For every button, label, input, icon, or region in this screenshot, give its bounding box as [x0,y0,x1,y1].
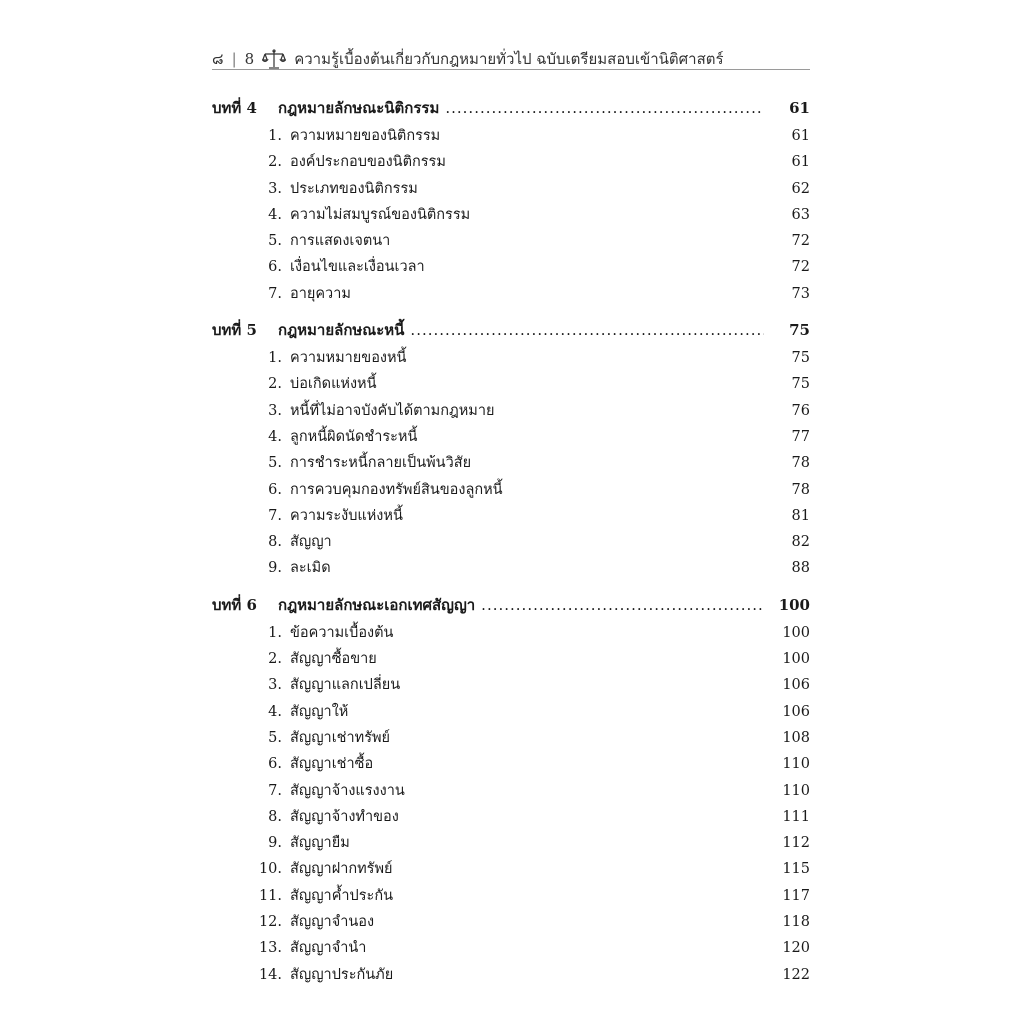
toc-item [212,399,810,425]
toc-item-page-number: 111 [782,808,810,825]
chapter-title: กฎหมายลักษณะนิติกรรม [278,99,440,117]
toc-item-title: ความหมายของนิติกรรม [290,128,441,144]
toc-item-page-number: 112 [782,835,810,852]
toc-item-title: ความหมายของหนี้ [290,350,407,367]
toc-item-title: สัญญาจำนอง [290,914,375,931]
toc-item-number: 5. [268,233,282,250]
leader-dots [481,596,764,614]
leader-dots [445,99,764,117]
toc-item-page-number: 106 [782,677,810,694]
toc-item [212,556,810,582]
chapter-heading-row [212,96,810,124]
toc-item [212,177,810,203]
toc-item-number: 9. [268,835,282,852]
toc-item-title: ความไม่สมบูรณ์ของนิติกรรม [290,206,471,223]
chapter-label: บทที่ 5 [212,321,257,340]
toc-item-title: บ่อเกิดแห่งหนี้ [290,376,377,393]
toc-item-title: สัญญาจ้างแรงงาน [290,782,405,799]
toc-item-page-number: 82 [791,534,810,551]
toc-item [212,700,810,726]
toc-item-page-number: 76 [791,402,810,419]
toc-item [212,372,810,398]
toc-item-number: 3. [268,402,282,419]
toc-item-page-number: 120 [782,940,810,957]
chapter-page-number: 75 [789,321,810,340]
page-number-thai: ๘ [212,50,224,68]
toc-item [212,282,810,308]
toc-item-page-number: 81 [791,507,810,524]
header-title: ความรู้เบื้องต้นเกี่ยวกับกฎหมายทั่วไป ฉบับเตรียมสอบเข้านิติศาสตร์ [294,50,724,68]
toc-item [212,203,810,229]
toc-item [212,425,810,451]
chapter-page-number: 61 [789,99,810,117]
toc-item [212,857,810,883]
toc-item-title: ความระงับแห่งหนี้ [290,507,403,524]
toc-item [212,124,810,150]
toc-item [212,530,810,556]
chapter-section [212,318,810,583]
toc-item-page-number: 118 [782,914,810,931]
leader-dots [410,321,764,339]
toc-item-title: สัญญาเช่าทรัพย์ [290,729,391,746]
toc-item-title: สัญญาให้ [290,703,349,720]
toc-item [212,647,810,673]
toc-item-number: 3. [268,180,282,197]
toc-item-number: 8. [268,534,282,551]
toc-item [212,150,810,176]
toc-item-title: เงื่อนไขและเงื่อนเวลา [290,259,425,276]
toc-item-page-number: 61 [791,154,810,171]
toc-item-number: 4. [268,428,282,445]
toc-item-number: 9. [268,560,282,577]
scales-of-justice-icon [262,49,286,69]
toc-item [212,726,810,752]
toc-item-number: 10. [258,861,282,878]
toc-item-title: ข้อความเบื้องต้น [290,624,394,641]
toc-item-title: สัญญาจ้างทำของ [290,808,399,825]
toc-item-number: 4. [268,703,282,720]
toc-item-title: สัญญาเช่าซื้อ [290,756,374,773]
toc-item-title: สัญญาซื้อขาย [290,651,377,668]
toc-item [212,673,810,699]
toc-item [212,752,810,778]
chapter-section [212,593,810,989]
toc-item-title: การแสดงเจตนา [290,233,391,250]
toc-item-page-number: 77 [791,428,810,445]
toc-item-number: 8. [268,808,282,825]
toc-item-page-number: 106 [782,703,810,720]
toc-item-title: สัญญาค้ำประกัน [290,887,394,904]
header-rule [212,69,810,70]
toc-item-title: ประเภทของนิติกรรม [290,180,418,197]
toc-item [212,621,810,647]
toc-item [212,255,810,281]
toc-item-number: 3. [268,677,282,694]
toc-item-title: สัญญา [290,534,332,551]
toc-item-title: อายุความ [290,285,351,302]
chapter-label: บทที่ 6 [212,595,257,614]
toc-item-title: สัญญาฝากทรัพย์ [290,861,393,878]
toc-item-number: 1. [268,624,282,641]
toc-item-number: 6. [268,481,282,498]
toc-item-number: 12. [258,914,282,931]
toc-item-number: 13. [258,940,282,957]
toc-item-page-number: 61 [791,128,810,144]
toc-item-number: 2. [268,154,282,171]
toc-item-number: 2. [268,651,282,668]
chapter-section [212,96,810,308]
toc-item [212,451,810,477]
toc-item-title: สัญญาจำนำ [290,940,367,957]
toc-item [212,779,810,805]
toc-item-page-number: 115 [782,861,810,878]
toc-item-page-number: 110 [782,782,810,799]
toc-item [212,346,810,372]
toc-item-number: 4. [268,206,282,223]
toc-item-page-number: 63 [791,206,810,223]
toc-item-page-number: 122 [782,966,810,983]
chapter-title: กฎหมายลักษณะหนี้ [278,321,405,340]
toc-item-number: 2. [268,376,282,393]
toc-item [212,478,810,504]
toc-item-number: 7. [268,782,282,799]
toc-item-page-number: 117 [782,887,810,904]
toc-item-number: 5. [268,455,282,472]
toc-item-number: 7. [268,285,282,302]
toc-item-page-number: 78 [791,455,810,472]
toc-item-title: ละเมิด [290,560,331,577]
toc-item-title: สัญญาแลกเปลี่ยน [290,677,401,694]
toc-item-page-number: 78 [791,481,810,498]
toc-item-page-number: 100 [782,624,810,641]
toc-item-title: การควบคุมกองทรัพย์สินของลูกหนี้ [290,481,503,498]
toc-item-number: 5. [268,729,282,746]
toc-item [212,831,810,857]
toc-item-number: 1. [268,128,282,144]
toc-item-number: 6. [268,259,282,276]
toc-item [212,936,810,962]
table-of-contents [212,96,810,989]
chapter-heading-row [212,318,810,346]
toc-item [212,910,810,936]
toc-item-title: สัญญาประกันภัย [290,966,394,983]
toc-item-page-number: 110 [782,756,810,773]
toc-item-page-number: 75 [791,376,810,393]
toc-item-number: 7. [268,507,282,524]
chapter-page-number: 100 [778,595,810,614]
toc-item-title: หนี้ที่ไม่อาจบังคับได้ตามกฎหมาย [290,402,495,419]
toc-item [212,504,810,530]
toc-item-page-number: 72 [791,233,810,250]
toc-item-page-number: 73 [791,285,810,302]
toc-item [212,884,810,910]
chapter-label: บทที่ 4 [212,99,257,117]
chapter-heading-row [212,593,810,621]
toc-item-number: 14. [258,966,282,983]
toc-item-title: การชำระหนี้กลายเป็นพ้นวิสัย [290,455,472,472]
toc-item-page-number: 72 [791,259,810,276]
toc-item-page-number: 62 [791,180,810,197]
toc-item-number: 6. [268,756,282,773]
toc-item-title: ลูกหนี้ผิดนัดชำระหนี้ [290,428,418,445]
toc-item [212,963,810,989]
toc-item-title: สัญญายืม [290,835,350,852]
toc-item-page-number: 108 [782,729,810,746]
toc-item-page-number: 100 [782,651,810,668]
toc-item-number: 11. [258,887,282,904]
header-separator: | [231,50,237,68]
toc-item [212,805,810,831]
toc-item-page-number: 88 [791,560,810,577]
toc-item [212,229,810,255]
chapter-title: กฎหมายลักษณะเอกเทศสัญญา [278,595,476,614]
toc-item-page-number: 75 [791,350,810,367]
toc-item-number: 1. [268,350,282,367]
page-number-arabic: 8 [244,50,255,68]
toc-item-title: องค์ประกอบของนิติกรรม [290,154,446,171]
